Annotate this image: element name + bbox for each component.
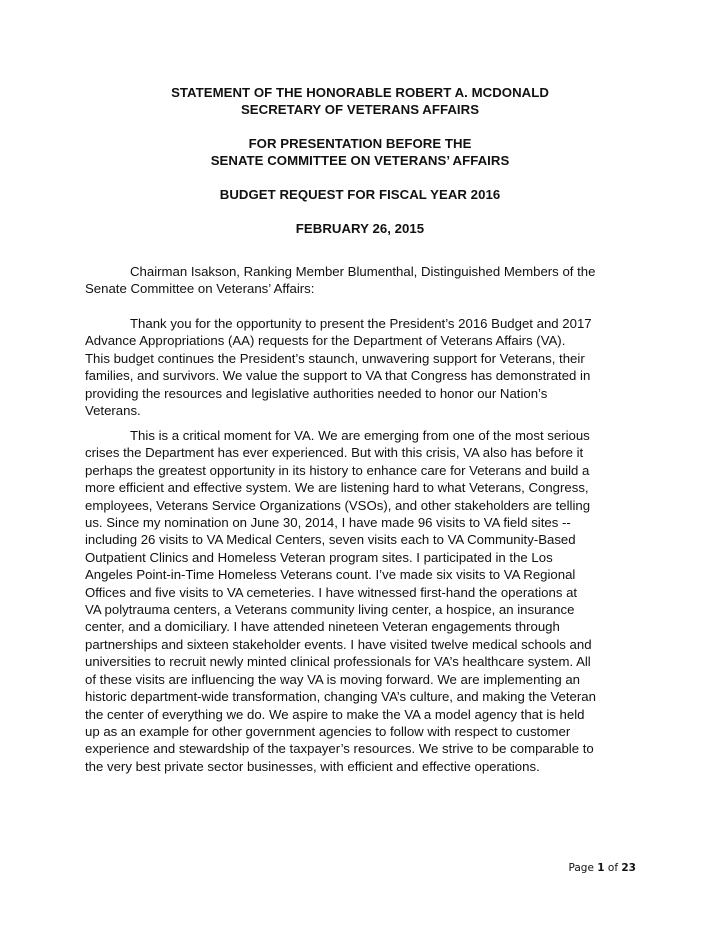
paragraph-line: the center of everything we do. We aspire to make the VA a model agency that is held [85,706,585,722]
paragraph-line: Outpatient Clinics and Homeless Veteran program sites. I participated in the Los [85,549,553,565]
paragraph-line: Angeles Point-in-Time Homeless Veterans count. I’ve made six visits to VA Regional [85,567,576,583]
paragraph-line: historic department-wide transformation, changing VA’s culture, and making the Veteran [85,689,596,705]
page-total: 23 [621,862,636,874]
heading-title-line: STATEMENT OF THE HONORABLE ROBERT A. MCDONALD [171,85,549,100]
paragraph-line: providing the resources and legislative authorities needed to honor our Nation’s [85,385,548,401]
paragraph-line: more efficient and effective system. We are listening hard to what Veterans, Congress, [85,480,589,496]
heading-subject-line: BUDGET REQUEST FOR FISCAL YEAR 2016 [219,187,501,202]
paragraph-line: the very best private sector businesses, with efficient and effective operations. [85,758,540,774]
paragraph-line: up as an example for other government agencies to follow with respect to customer [85,723,571,739]
paragraph-line: experience and stewardship of the taxpayer’s resources. We strive to be comparable to [85,741,594,757]
salutation-paragraph [85,263,645,298]
paragraph-line: crises the Department has ever experienced. But with this crisis, VA also has before it [85,445,584,461]
heading-presentation-line: FOR PRESENTATION BEFORE THE [248,136,472,151]
paragraph-line: Thank you for the opportunity to present the President’s 2016 Budget and 2017 [130,316,592,331]
paragraph-line: partnerships and sixteen stakeholder events. I have visited twelve medical schools and [85,636,592,652]
paragraph-line: including 26 visits to VA Medical Centers, seven visits each to VA Community-Based [85,532,576,548]
paragraph-line: This budget continues the President’s staunch, unwavering support for Veterans, their [85,350,585,366]
paragraph-line: of these visits are influencing the way VA is moving forward. We are implementing an [85,671,581,687]
paragraph-line: This is a critical moment for VA. We are emerging from one of the most serious [130,428,590,443]
paragraph-line: Offices and five visits to VA cemeteries. I have witnessed first-hand the operations at [85,584,578,600]
paragraph-line: center, and a domiciliary. I have attended nineteen Veteran engagements through [85,619,560,635]
paragraph-line: us. Since my nomination on June 30, 2014, I have made 96 visits to VA field sites -- [85,515,571,531]
heading-date-line: FEBRUARY 26, 2015 [295,221,425,236]
paragraph-line: universities to recruit newly minted clinical professionals for VA’s healthcare system. All [85,654,591,670]
page-label: Page [568,862,594,874]
paragraph-line: Advance Appropriations (AA) requests for the Department of Veterans Affairs (VA). [85,333,566,349]
statement-heading [84,84,636,237]
heading-committee-line: SENATE COMMITTEE ON VETERANS’ AFFAIRS [210,153,510,168]
heading-office-line: SECRETARY OF VETERANS AFFAIRS [240,102,480,117]
paragraph-line: Chairman Isakson, Ranking Member Blumenthal, Distinguished Members of the [130,264,596,279]
critical-moment-paragraph [85,427,645,775]
opening-paragraph [85,315,645,419]
page-number: 1 [597,862,605,874]
of-label: of [607,862,619,874]
paragraph-line: VA polytrauma centers, a Veterans community living center, a hospice, an insurance [85,602,575,618]
paragraph-line: Veterans. [85,403,141,419]
paragraph-line: Senate Committee on Veterans’ Affairs: [85,281,315,297]
paragraph-line: families, and survivors. We value the support to VA that Congress has demonstrated in [85,368,591,384]
paragraph-line: perhaps the greatest opportunity in its history to enhance care for Veterans and build a [85,462,590,478]
page-number-footer [568,862,636,874]
paragraph-line: employees, Veterans Service Organizations (VSOs), and other stakeholders are telling [85,497,591,513]
